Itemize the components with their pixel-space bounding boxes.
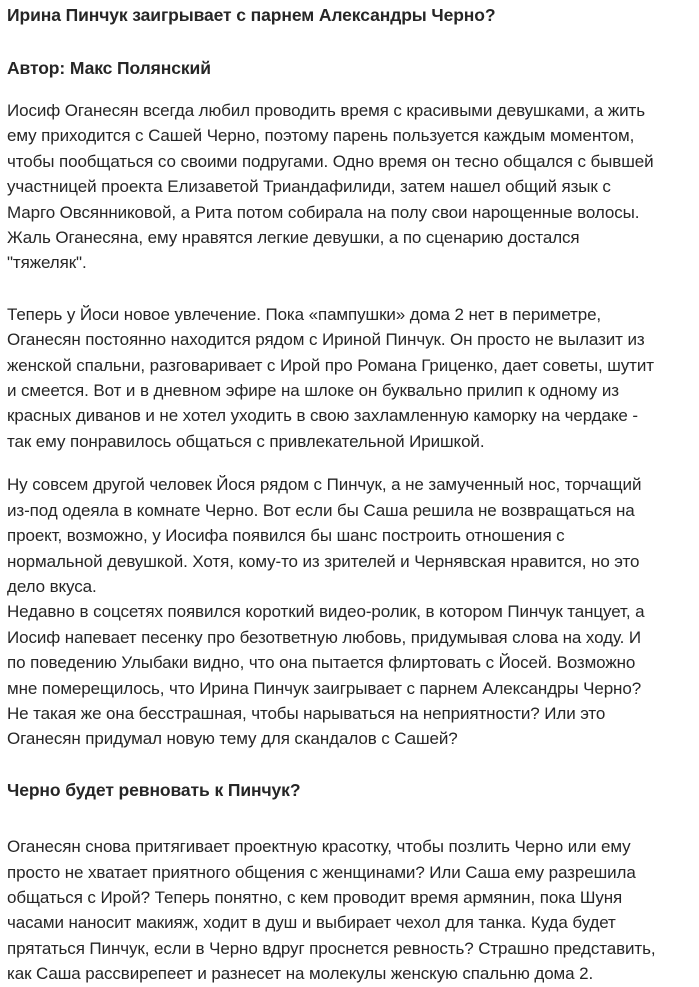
- article-byline: Автор: Макс Полянский: [7, 58, 211, 78]
- text-line: Оганесян снова притягивает проектную красотку, чтобы позлить Черно или ему: [7, 837, 631, 857]
- text-line: Теперь у Йоси новое увлечение. Пока «пампушки» дома 2 нет в периметре,: [7, 304, 602, 324]
- text-line: нормальной девушкой. Хотя, кому-то из зрителей и Чернявская нравится, но это: [7, 551, 640, 571]
- text-line: женской спальни, разговаривает с Ирой про Романа Гриценко, дает советы, шутит: [7, 355, 654, 375]
- article-paragraph-3: [7, 472, 693, 751]
- text-line: Жаль Оганесяна, ему нравятся легкие девушки, а по сценарию достался: [7, 228, 580, 248]
- text-line: Оганесян постоянно находится рядом с Ириной Пинчук. Он просто не вылазит из: [7, 330, 645, 350]
- text-line: красных диванов и не хотел уходить в свою захламленную каморку на чердаке -: [7, 406, 638, 426]
- text-line: ему приходится с Сашей Черно, поэтому парень пользуется каждым моментом,: [7, 126, 635, 146]
- text-line: и смеется. Вот и в дневном эфире на шлоке он буквально прилип к одному из: [7, 381, 619, 401]
- text-line: дело вкуса.: [7, 576, 97, 596]
- text-line: часами наносит макияж, ходит в душ и выбирает чехол для танка. Куда будет: [7, 913, 616, 933]
- article-title: Ирина Пинчук заигрывает с парнем Александры Черно?: [7, 5, 496, 25]
- article-paragraph-1: [7, 98, 693, 276]
- text-line: из-под одеяла в комнате Черно. Вот если бы Саша решила не возвращаться на: [7, 500, 635, 520]
- article-paragraph-4: [7, 834, 693, 986]
- text-line: Ну совсем другой человек Йося рядом с Пинчук, а не замученный нос, торчащий: [7, 475, 642, 495]
- text-line: Недавно в соцсетях появился короткий видео-ролик, в котором Пинчук танцует, а: [7, 602, 645, 622]
- text-line: так ему понравилось общаться с привлекательной Иришкой.: [7, 431, 485, 451]
- text-line: общаться с Ирой? Теперь понятно, с кем проводит время армянин, пока Шуня: [7, 887, 623, 907]
- text-line: по поведению Улыбаки видно, что она пытается флиртовать с Йосей. Возможно: [7, 653, 636, 673]
- text-line: прятаться Пинчук, если в Черно вдруг проснется ревность? Страшно представить,: [7, 938, 656, 958]
- text-line: Марго Овсянниковой, а Рита потом собирала на полу свои нарощенные волосы.: [7, 202, 640, 222]
- text-line: участницей проекта Елизаветой Триандафилиди, затем нашел общий язык с: [7, 177, 611, 197]
- text-line: чтобы пообщаться со своими подругами. Одно время он тесно общался с бывшей: [7, 151, 654, 171]
- article-paragraph-2: [7, 302, 693, 454]
- text-line: Не такая же она бесстрашная, чтобы нарываться на неприятности? Или это: [7, 703, 606, 723]
- text-line: просто не хватает приятного общения с женщинами? Или Саша ему разрешила: [7, 862, 636, 882]
- text-line: мне померещилось, что Ирина Пинчук заигрывает с парнем Александры Черно?: [7, 678, 642, 698]
- text-line: Иосиф напевает песенку про безответную любовь, придумывая слова на ходу. И: [7, 627, 641, 647]
- text-line: Иосиф Оганесян всегда любил проводить время с красивыми девушками, а жить: [7, 101, 645, 120]
- text-line: "тяжеляк".: [7, 253, 87, 273]
- text-line: как Саша рассвирепеет и разнесет на молекулы женскую спальню дома 2.: [7, 964, 594, 984]
- text-line: проект, возможно, у Иосифа появился бы шанс построить отношения с: [7, 526, 565, 546]
- text-line: Оганесян придумал новую тему для скандалов с Сашей?: [7, 729, 458, 749]
- article-subheading: Черно будет ревновать к Пинчук?: [7, 779, 301, 800]
